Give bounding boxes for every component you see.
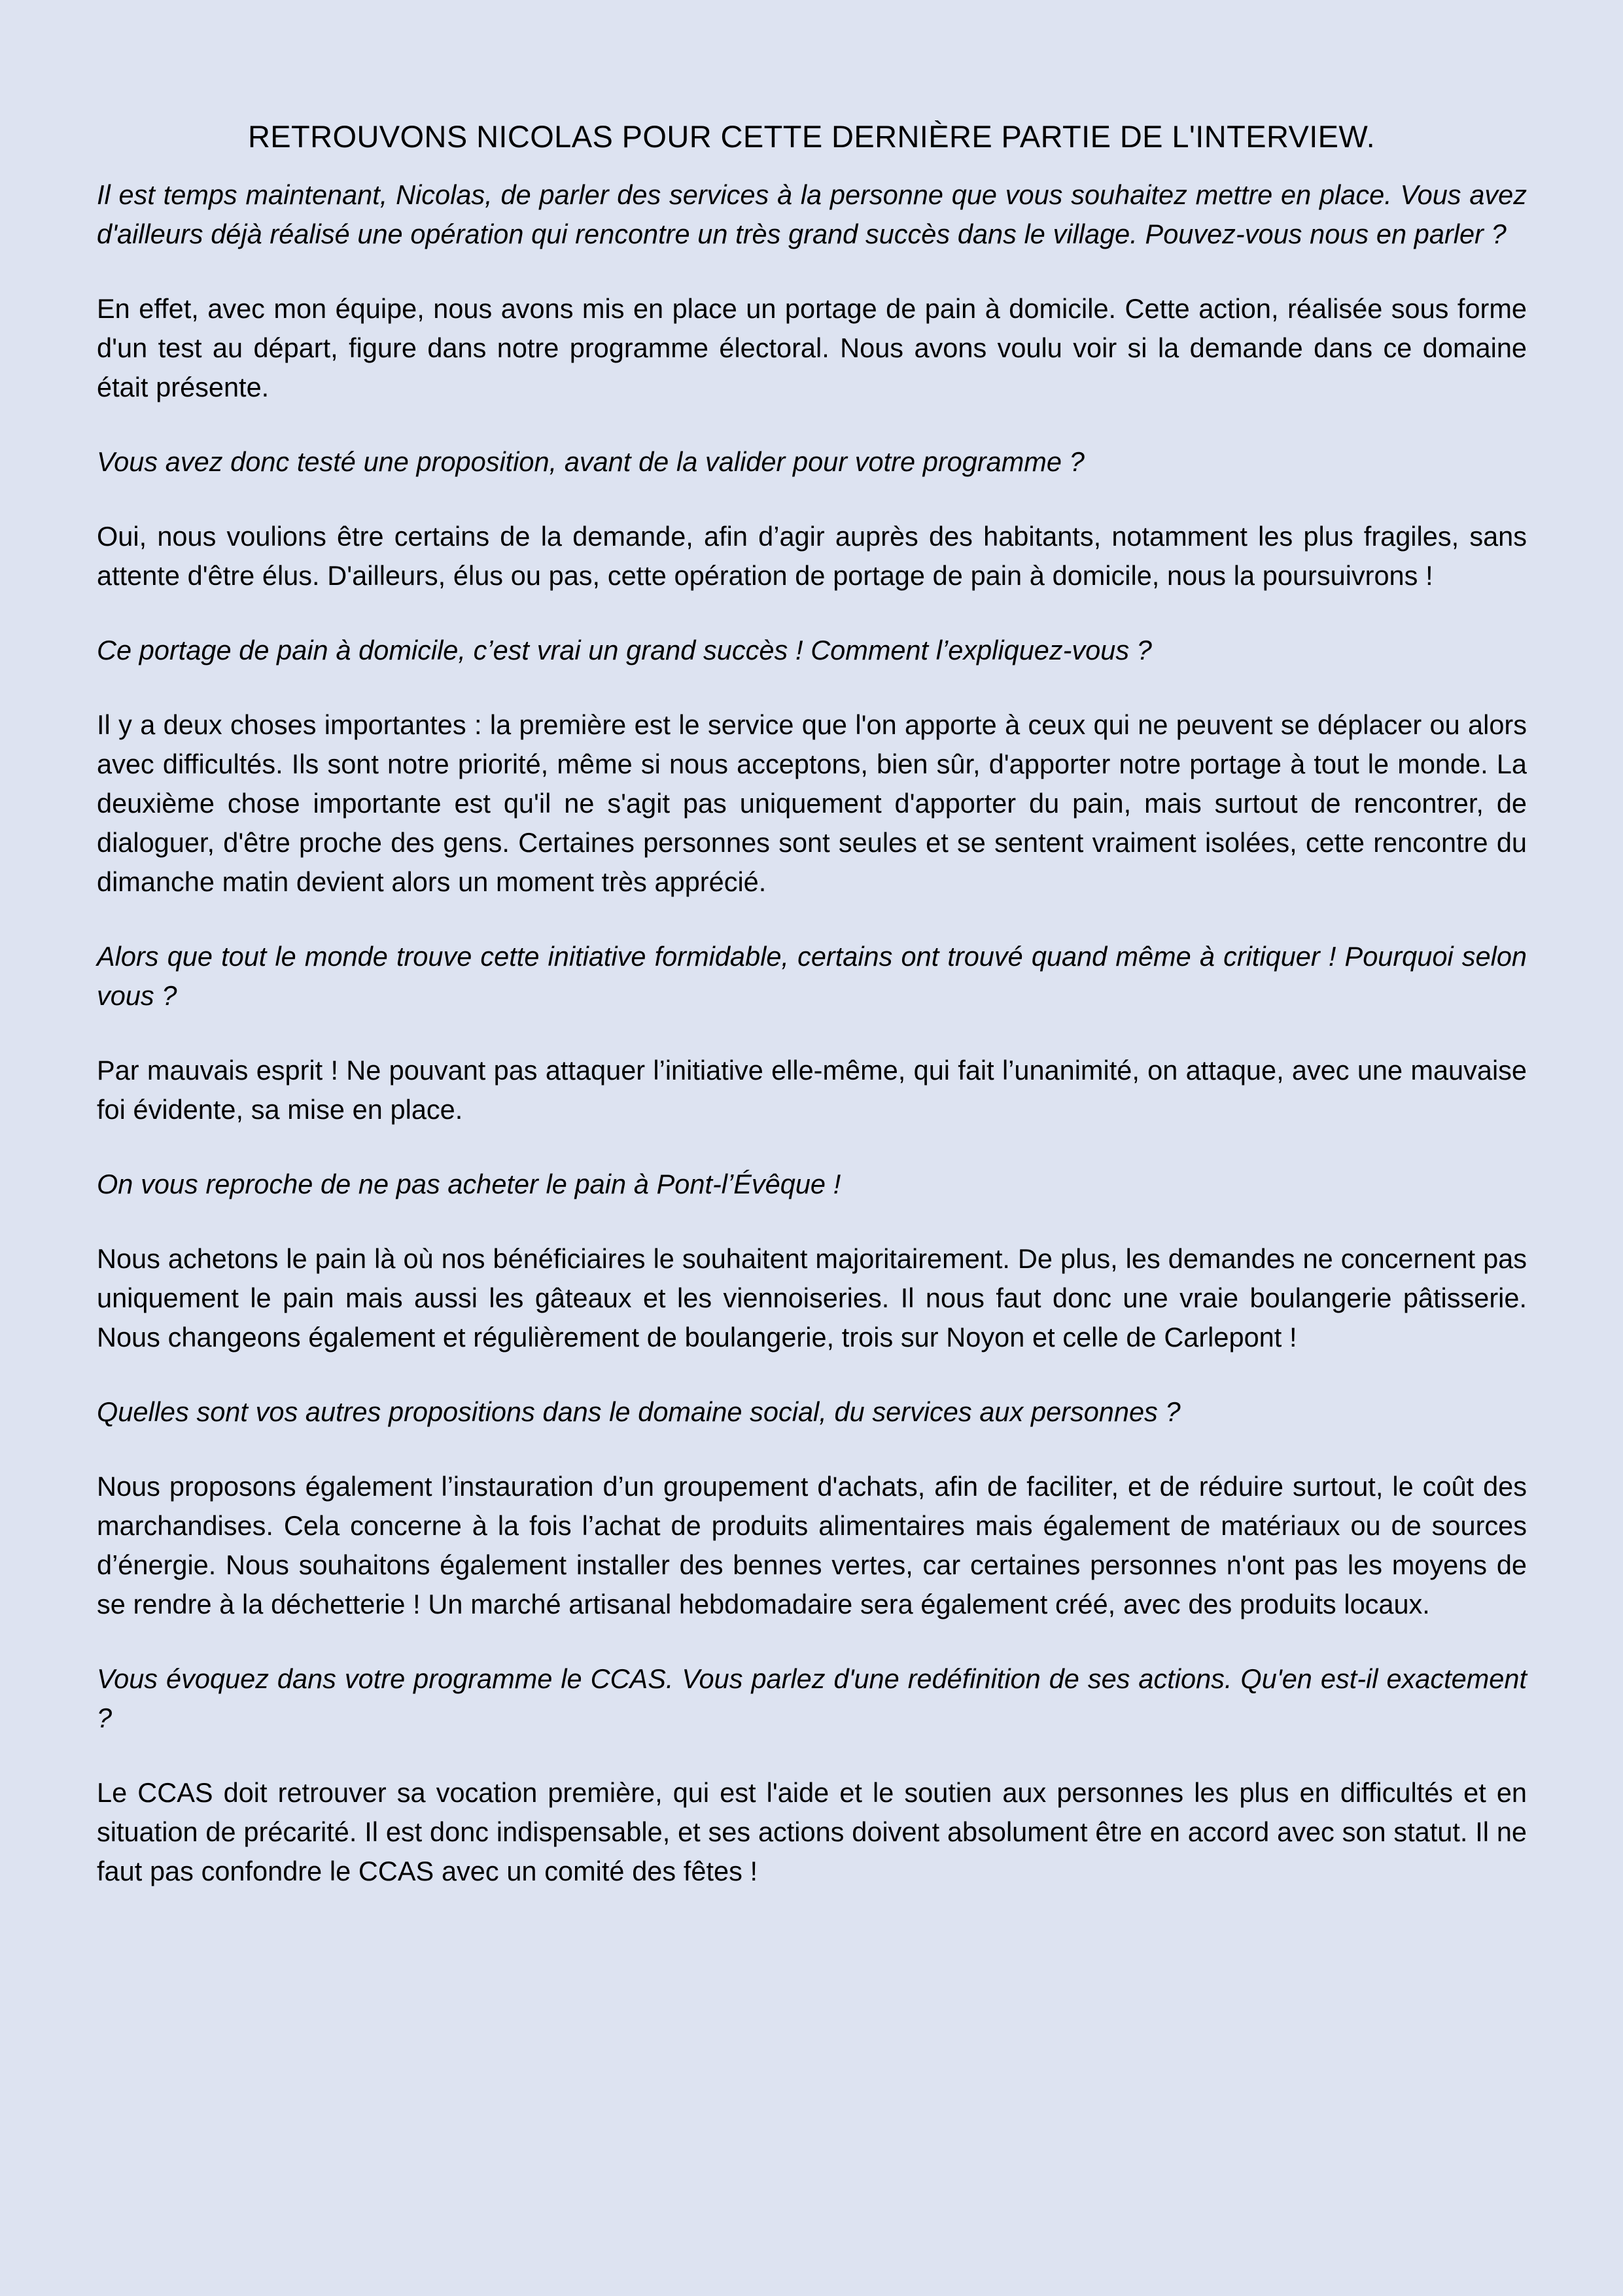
interview-question: Ce portage de pain à domicile, c’est vrai un grand succès ! Comment l’expliquez-vous ? bbox=[97, 635, 1152, 665]
interview-answer: Nous proposons également l’instauration d’un groupement d'achats, afin de faciliter, et de réduire surtout, le coût des marchandises. Cela concerne à la fois l’achat de produits alimentaires mais également de matériaux ou de sources d’énergie. Nous souhaitons également installer des bennes vertes, car certaines personnes n'ont pas les moyens de se rendre à la déchetterie ! Un marché artisanal hebdomadaire sera également créé, avec des produits locaux. bbox=[97, 1471, 1527, 1619]
interview-answer: Oui, nous voulions être certains de la demande, afin d’agir auprès des habitants, notamment les plus fragiles, sans attente d'être élus. D'ailleurs, élus ou pas, cette opération de portage de pain à domicile, nous la poursuivrons ! bbox=[97, 521, 1527, 591]
interview-answer: Le CCAS doit retrouver sa vocation première, qui est l'aide et le soutien aux personnes les plus en difficultés et en situation de précarité. Il est donc indispensable, et ses actions doivent absolument être en accord avec son statut. Il ne faut pas confondre le CCAS avec un comité des fêtes ! bbox=[97, 1777, 1527, 1886]
interview-question: Quelles sont vos autres propositions dans le domaine social, du services aux personnes ? bbox=[97, 1396, 1181, 1427]
document-body bbox=[97, 175, 1527, 1891]
interview-question: Vous évoquez dans votre programme le CCAS. Vous parlez d'une redéfinition de ses actions. Qu'en est-il exactement ? bbox=[97, 1663, 1527, 1733]
interview-question: Il est temps maintenant, Nicolas, de parler des services à la personne que vous souhaitez mettre en place. Vous avez d'ailleurs déjà réalisé une opération qui rencontre un très grand succès dans le village. Pouvez-vous nous en parler ? bbox=[97, 179, 1527, 249]
interview-answer: En effet, avec mon équipe, nous avons mis en place un portage de pain à domicile. Cette action, réalisée sous forme d'un test au départ, figure dans notre programme électoral. Nous avons voulu voir si la demande dans ce domaine était présente. bbox=[97, 293, 1527, 402]
interview-question: Alors que tout le monde trouve cette initiative formidable, certains ont trouvé quand même à critiquer ! Pourquoi selon vous ? bbox=[97, 941, 1527, 1011]
interview-question: On vous reproche de ne pas acheter le pain à Pont-l’Évêque ! bbox=[97, 1169, 841, 1199]
interview-answer: Il y a deux choses importantes : la première est le service que l'on apporte à ceux qui ne peuvent se déplacer ou alors avec difficultés. Ils sont notre priorité, même si nous acceptons, bien sûr, d'apporter notre portage à tout le monde. La deuxième chose importante est qu'il ne s'agit pas uniquement d'apporter du pain, mais surtout de rencontrer, de dialoguer, d'être proche des gens. Certaines personnes sont seules et se sentent vraiment isolées, cette rencontre du dimanche matin devient alors un moment très apprécié. bbox=[97, 709, 1527, 897]
interview-question: Vous avez donc testé une proposition, avant de la valider pour votre programme ? bbox=[97, 446, 1085, 477]
interview-answer: Nous achetons le pain là où nos bénéficiaires le souhaitent majoritairement. De plus, les demandes ne concernent pas uniquement le pain mais aussi les gâteaux et les viennoiseries. Il nous faut donc une vraie boulangerie pâtisserie. Nous changeons également et régulièrement de boulangerie, trois sur Noyon et celle de Carlepont ! bbox=[97, 1243, 1527, 1352]
page-title: RETROUVONS NICOLAS POUR CETTE DERNIÈRE PARTIE DE L'INTERVIEW. bbox=[247, 119, 1376, 154]
interview-answer: Par mauvais esprit ! Ne pouvant pas attaquer l’initiative elle-même, qui fait l’unanimité, on attaque, avec une mauvaise foi évidente, sa mise en place. bbox=[97, 1055, 1527, 1125]
